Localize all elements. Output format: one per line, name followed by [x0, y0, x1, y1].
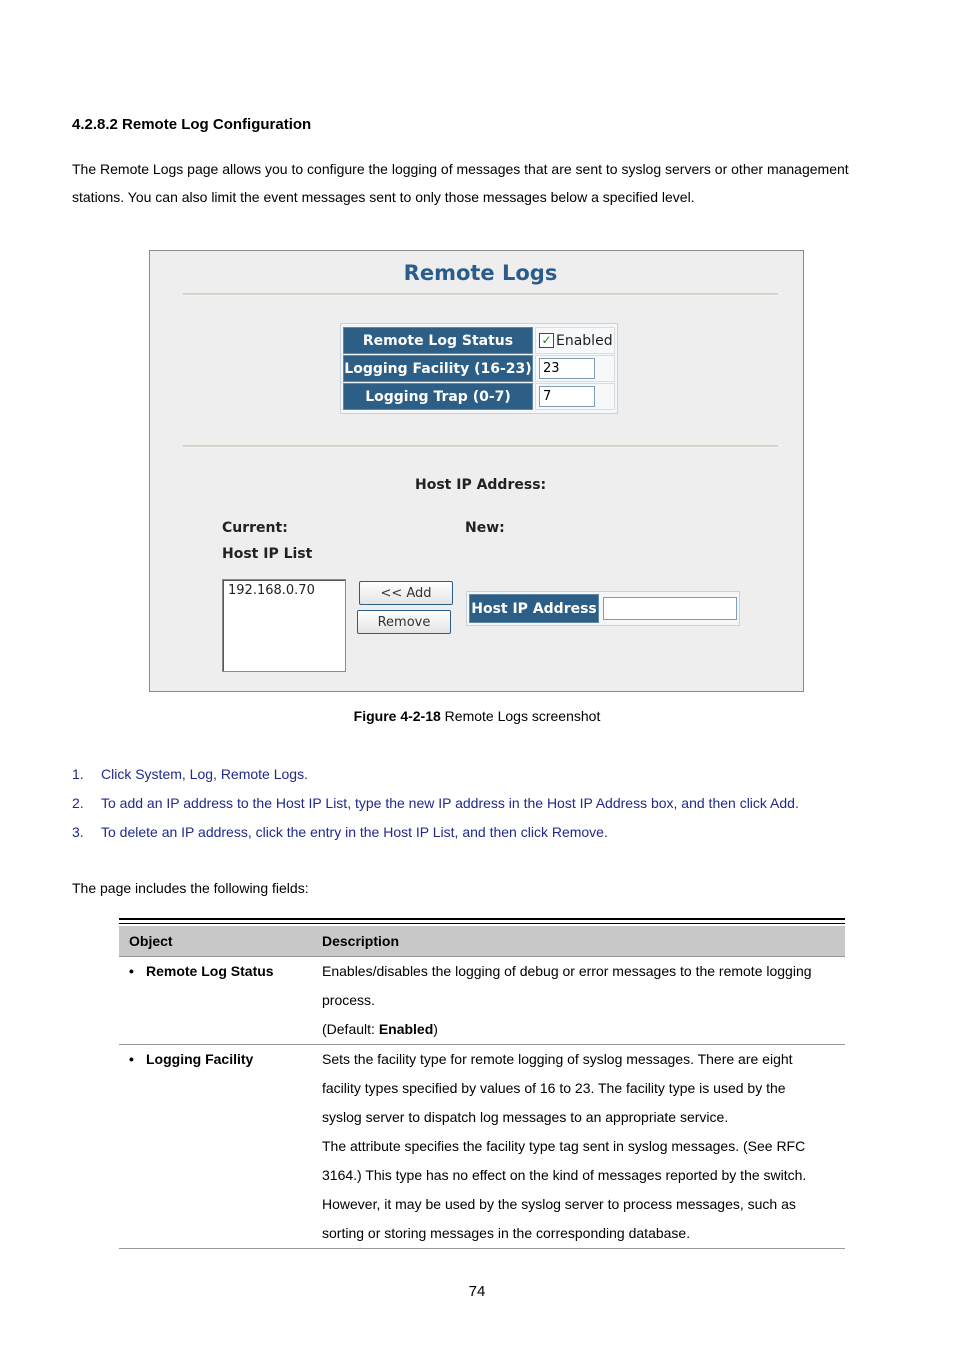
step-number: 3.	[72, 824, 84, 840]
object-name: Remote Log Status	[146, 963, 274, 979]
host-ip-list-label: Host IP List	[222, 546, 313, 562]
divider	[183, 293, 778, 296]
section-heading: 4.2.8.2 Remote Log Configuration	[72, 116, 312, 133]
description-line: Enables/disables the logging of debug or error messages to the remote logging	[322, 963, 812, 979]
logging-trap-row	[343, 383, 615, 410]
page-number: 74	[468, 1283, 486, 1300]
object-name: Logging Facility	[146, 1051, 254, 1067]
step-text: Click System, Log, Remote Logs.	[101, 766, 308, 782]
fields-table	[119, 918, 845, 1249]
step-number: 2.	[72, 795, 84, 811]
step-text: To add an IP address to the Host IP List, type the new IP address in the Host IP Address box, and then click Add.	[101, 795, 799, 811]
logging-trap-input[interactable]: 7	[539, 386, 595, 407]
column-header-object: Object	[129, 933, 173, 949]
host-ip-heading: Host IP Address:	[415, 477, 547, 493]
logging-facility-label: Logging Facility (16-23)	[343, 355, 533, 382]
step-text: To delete an IP address, click the entry in the Host IP List, and then click Remove.	[101, 824, 608, 840]
default-prefix: (Default:	[322, 1021, 379, 1037]
divider	[183, 445, 778, 448]
column-header-description: Description	[322, 933, 400, 949]
figure-caption	[0, 708, 954, 724]
remove-button[interactable]: Remove	[357, 610, 451, 634]
step-number: 1.	[72, 766, 84, 782]
object-item	[129, 957, 322, 979]
description-line: facility types specified by values of 16 to 23. The facility type is used by the	[322, 1080, 786, 1096]
logging-facility-input[interactable]: 23	[539, 358, 595, 379]
table-row	[119, 957, 845, 1045]
host-ip-list-item[interactable]: 192.168.0.70	[228, 583, 315, 598]
bullet-icon: •	[129, 963, 134, 979]
caption-figure-number: Figure 4-2-18	[353, 708, 441, 724]
remote-logs-screenshot	[149, 250, 804, 692]
description-line: Sets the facility type for remote logging of syslog messages. There are eight	[322, 1051, 793, 1067]
remote-log-config-table	[340, 323, 618, 414]
table-row	[119, 1045, 845, 1249]
description-line: syslog server to dispatch log messages to an appropriate service.	[322, 1109, 729, 1125]
fields-intro: The page includes the following fields:	[72, 880, 309, 896]
remote-log-status-label: Remote Log Status	[343, 327, 533, 354]
table-top-rule	[119, 918, 845, 924]
logging-trap-label: Logging Trap (0-7)	[343, 383, 533, 410]
object-cell	[119, 957, 322, 1044]
default-line	[322, 1015, 845, 1044]
table-header-row	[119, 926, 845, 957]
remote-log-status-row	[343, 327, 615, 354]
description-line: However, it may be used by the syslog server to process messages, such as	[322, 1196, 796, 1212]
logging-facility-cell	[535, 355, 615, 382]
description-line: sorting or storing messages in the corresponding database.	[322, 1225, 691, 1241]
remote-log-status-checkbox[interactable]: ✓	[539, 333, 554, 348]
list-item	[72, 762, 799, 791]
host-ip-listbox[interactable]	[222, 579, 346, 672]
description-line: process.	[322, 992, 375, 1008]
new-host-ip-row	[466, 591, 740, 626]
description-cell	[322, 1045, 845, 1248]
default-suffix: )	[433, 1021, 438, 1037]
description-cell	[322, 957, 845, 1044]
current-label: Current:	[222, 520, 288, 536]
steps-list	[72, 762, 799, 849]
host-ip-address-input[interactable]	[603, 597, 737, 620]
intro-paragraph: The Remote Logs page allows you to configure the logging of messages that are sent to syslog servers or other management stations. You can also limit the event messages sent to only those messages below a specified level.	[72, 161, 849, 205]
remote-log-status-cell	[535, 327, 615, 354]
list-item	[72, 820, 799, 849]
remote-logs-title: Remote Logs	[403, 261, 558, 285]
enabled-label: Enabled	[556, 332, 613, 349]
add-button[interactable]: << Add	[359, 581, 453, 605]
bullet-icon: •	[129, 1051, 134, 1067]
default-value: Enabled	[378, 1021, 434, 1037]
logging-facility-row	[343, 355, 615, 382]
new-label: New:	[465, 520, 505, 536]
host-ip-address-label: Host IP Address	[469, 594, 599, 623]
object-cell	[119, 1045, 322, 1248]
caption-text: Remote Logs screenshot	[440, 708, 601, 724]
logging-trap-cell	[535, 383, 615, 410]
list-item	[72, 791, 799, 820]
object-item	[129, 1045, 322, 1067]
description-line: The attribute specifies the facility type tag sent in syslog messages. (See RFC	[322, 1138, 806, 1154]
description-line: 3164.) This type has no effect on the kind of messages reported by the switch.	[322, 1167, 807, 1183]
